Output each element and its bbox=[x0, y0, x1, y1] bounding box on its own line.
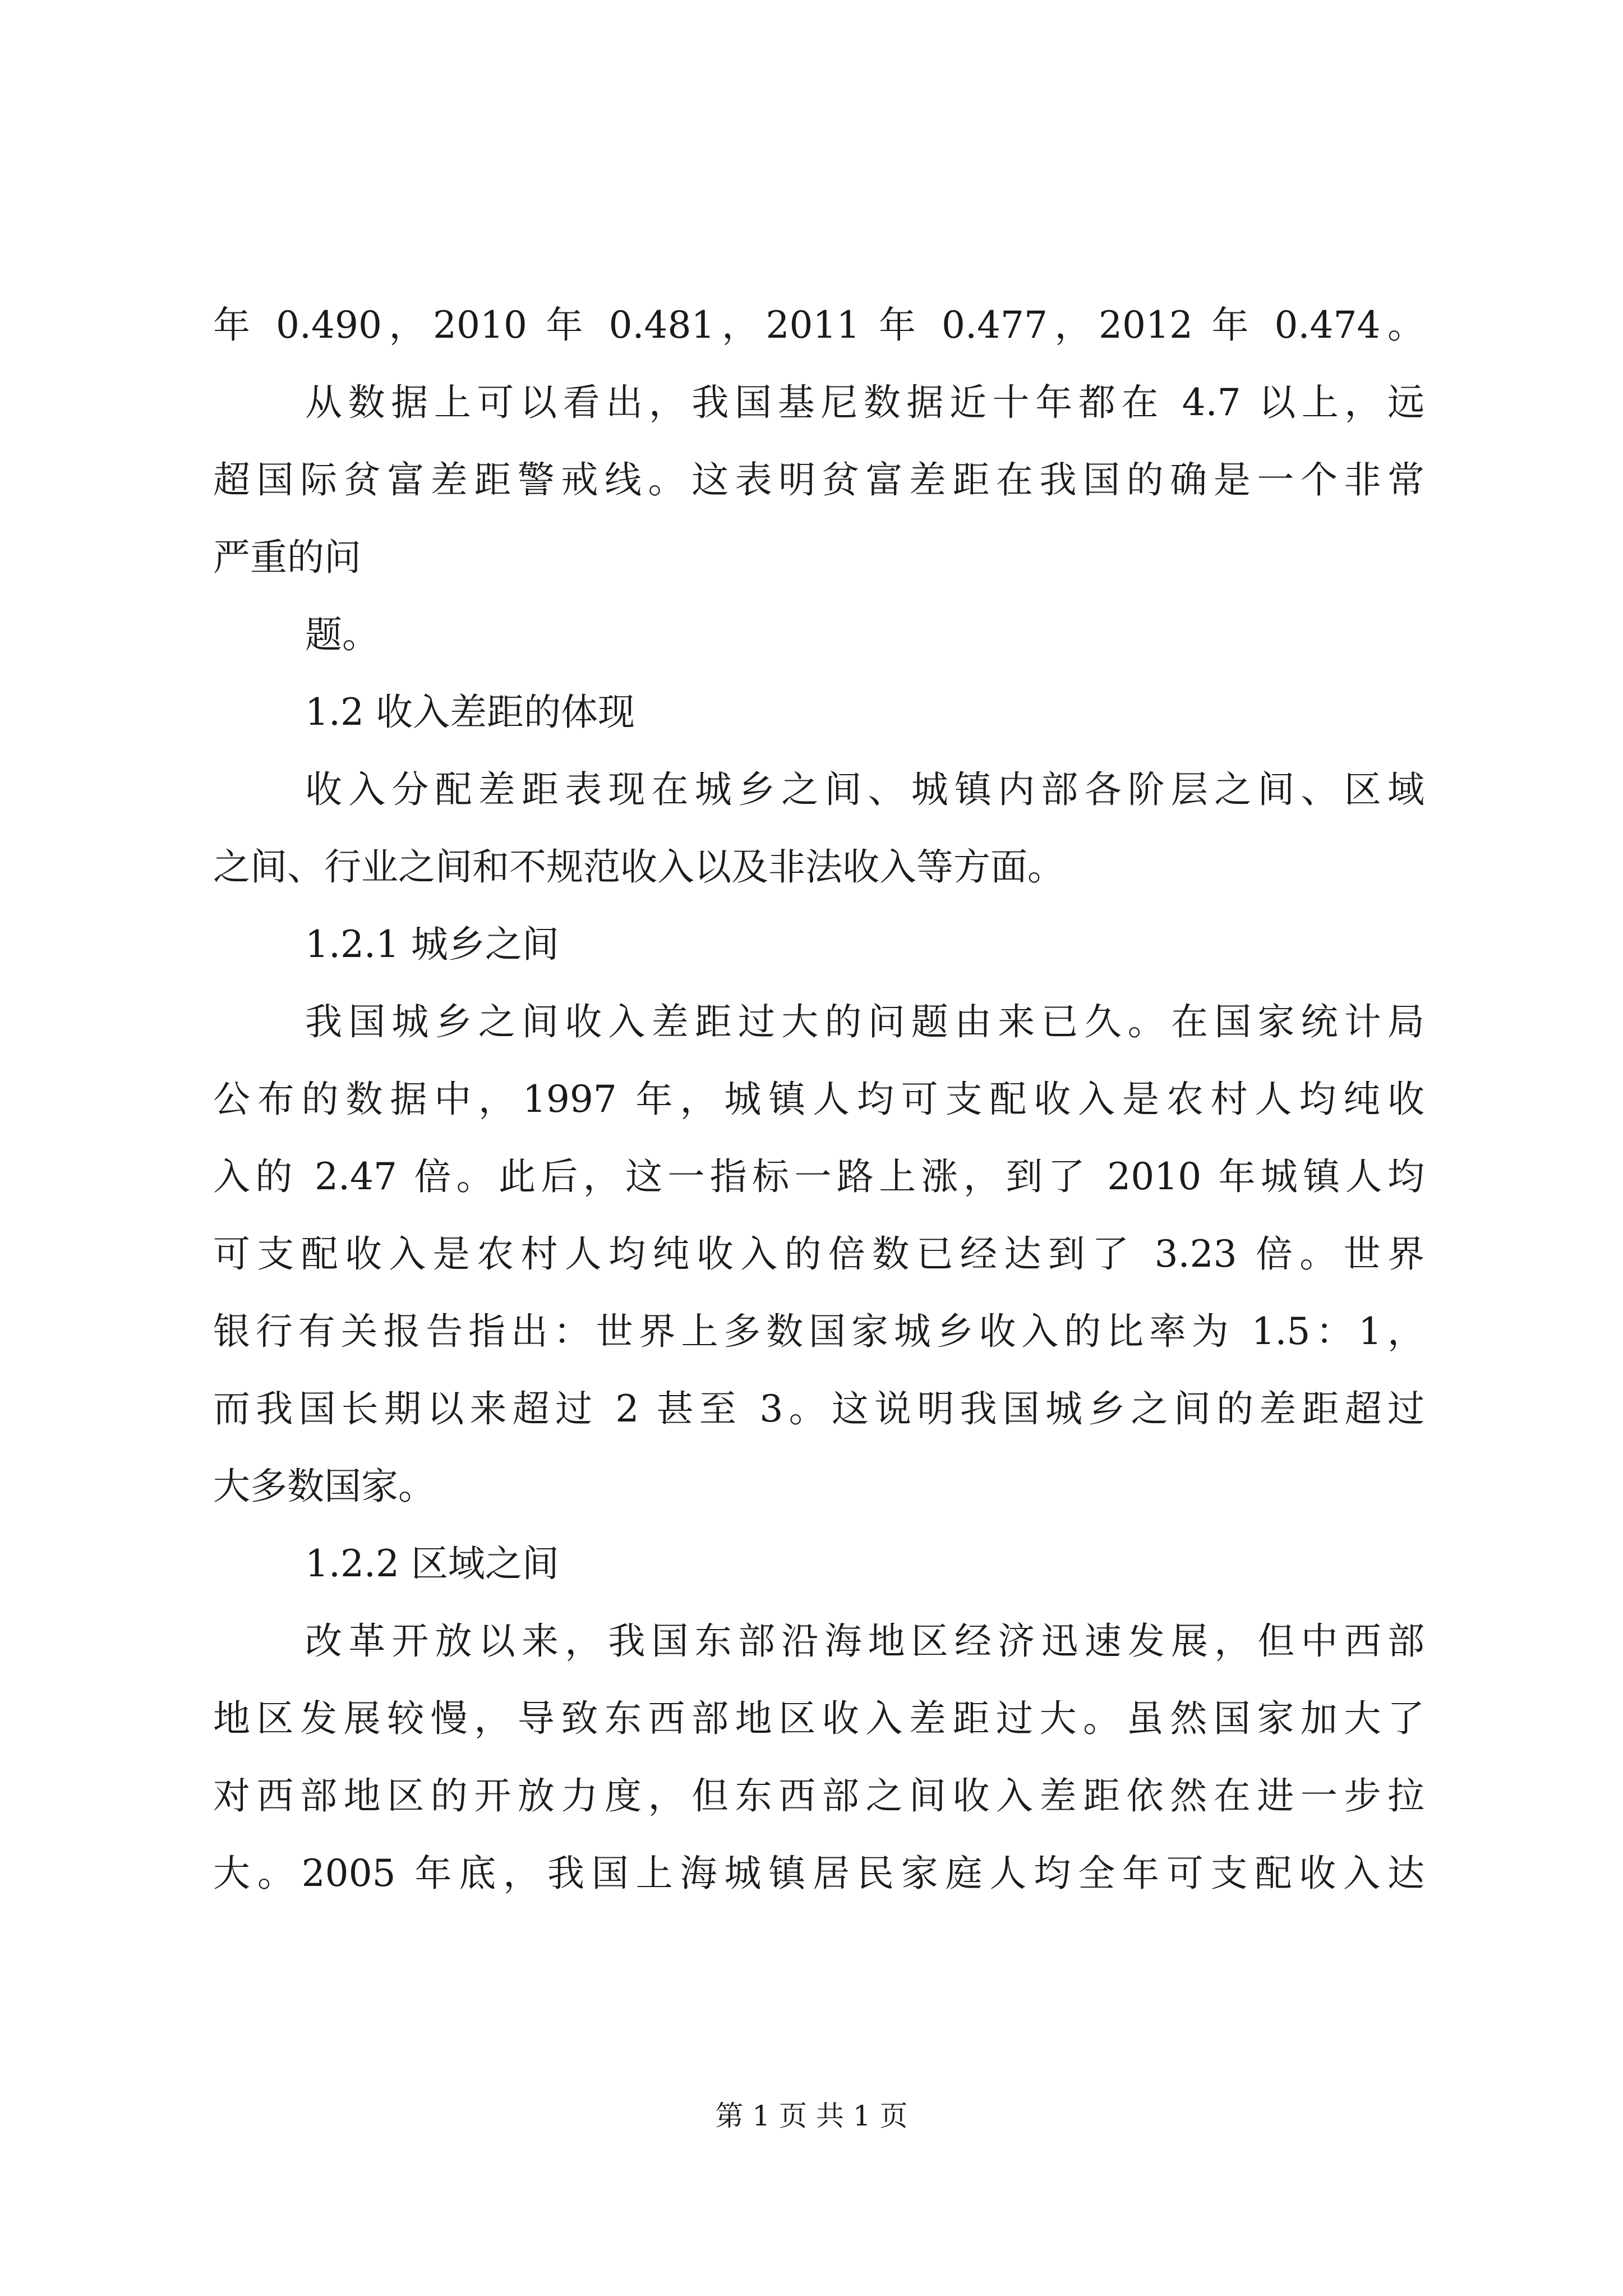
text-line: 我国城乡之间收入差距过大的问题由来已久。在国家统计局 bbox=[305, 1000, 1424, 1043]
text-line: 严重的问 bbox=[213, 536, 361, 579]
text-line: 从数据上可以看出，我国基尼数据近十年都在 4.7 以上，远 bbox=[305, 381, 1424, 424]
text-line: 超国际贫富差距警戒线。这表明贫富差距在我国的确是一个非常 bbox=[213, 458, 1424, 501]
text-line: 之间、行业之间和不规范收入以及非法收入等方面。 bbox=[213, 845, 1064, 889]
text-line: 入的 2.47 倍。此后，这一指标一路上涨，到了 2010 年城镇人均 bbox=[213, 1155, 1424, 1198]
subsection-heading: 1.2.2 区域之间 bbox=[305, 1542, 559, 1585]
section-heading: 1.2 收入差距的体现 bbox=[305, 691, 635, 734]
subsection-heading: 1.2.1 城乡之间 bbox=[305, 923, 559, 966]
text-line: 题。 bbox=[305, 613, 379, 656]
text-line: 可支配收入是农村人均纯收入的倍数已经达到了 3.23 倍。世界 bbox=[213, 1232, 1424, 1276]
text-line: 大。2005 年底，我国上海城镇居民家庭人均全年可支配收入达 bbox=[213, 1852, 1424, 1895]
text-line: 收入分配差距表现在城乡之间、城镇内部各阶层之间、区域 bbox=[305, 768, 1424, 811]
text-line: 对西部地区的开放力度，但东西部之间收入差距依然在进一步拉 bbox=[213, 1774, 1424, 1818]
text-line: 而我国长期以来超过 2 甚至 3。这说明我国城乡之间的差距超过 bbox=[213, 1387, 1424, 1430]
text-line: 年 0.490，2010 年 0.481，2011 年 0.477，2012 年 0.474。 bbox=[213, 303, 1424, 347]
text-line: 公布的数据中，1997 年，城镇人均可支配收入是农村人均纯收 bbox=[213, 1078, 1424, 1121]
text-line: 银行有关报告指出：世界上多数国家城乡收入的比率为 1.5：1， bbox=[213, 1310, 1424, 1353]
page-footer: 第 1 页 共 1 页 bbox=[715, 2100, 908, 2132]
text-line: 改革开放以来，我国东部沿海地区经济迅速发展，但中西部 bbox=[305, 1619, 1424, 1663]
text-line: 大多数国家。 bbox=[213, 1465, 435, 1508]
text-line: 地区发展较慢，导致东西部地区收入差距过大。虽然国家加大了 bbox=[213, 1697, 1424, 1740]
